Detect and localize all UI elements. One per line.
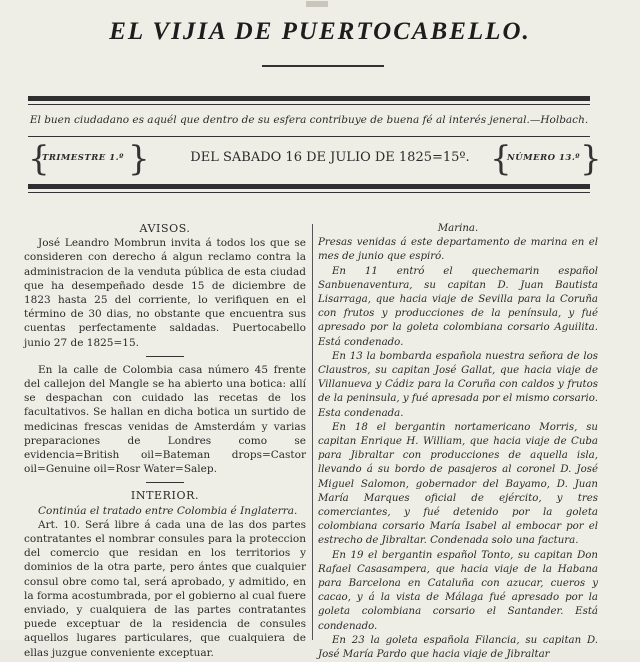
- column-divider: [312, 224, 313, 640]
- motto: El buen ciudadano es aquél que dentro de su esfera contribuye de buena fé al interés jeneral.—Holbach.: [29, 114, 589, 126]
- marina-heading: Marina.: [437, 223, 479, 234]
- header-rule-top: [28, 96, 590, 101]
- prize-entry: En 13 la bombarda española nuestra señora de los Claustros, su capitan José Gallat, que hacia viaje de Villanueva y Cádiz para la Coruña con caldos y frutos de la peninsula, y fué apresada por el mismo corsario. Esta condenada.: [318, 350, 598, 419]
- masthead-title: EL VIJIA DE PUERTOCABELLO.: [109, 18, 531, 45]
- marina-intro: Presas venidas á este departamento de marina en el mes de junio que espiró.: [318, 237, 598, 263]
- interior-heading: INTERIOR.: [130, 489, 200, 503]
- avisos-heading: AVISOS.: [139, 222, 191, 235]
- right-brace-close: }: [580, 139, 602, 179]
- prize-entry: En 23 la goleta española Filancia, su capitan D. José María Pardo que hacia viaje de Jibraltar: [318, 634, 598, 661]
- prize-entry: En 11 entró el quechemarin español Sanbuenaventura, su capitan D. Juan Bautista Lisarraga, que hacia viaje de Sevilla para la Coruña con frutos y producciones de la península, y fué apresado por la goleta colombiana corsario Aguilita. Está condenado.: [318, 265, 598, 348]
- right-brace-open: {: [490, 139, 512, 179]
- interior-subheading: Continúa el tratado entre Colombia é Inglaterra.: [38, 504, 298, 517]
- prize-entry: En 19 el bergantin español Tonto, su capitan Don Rafael Casasampera, que hacia viaje de la Habana para Barcelona en Cataluña con azucar, cueros y cacao, y á la vista de Málaga fué apresado por la goleta colombiana corsario el Santander. Está condenado.: [318, 549, 598, 632]
- numero-label: NÚMERO 13.º: [507, 153, 581, 163]
- page-number-mark: [292, 0, 342, 8]
- left-brace-open: {: [28, 139, 50, 179]
- left-brace-close: }: [128, 139, 150, 179]
- motto-rule: [28, 136, 590, 137]
- treaty-article: Art. 10. Será libre á cada una de las dos partes contratantes el nombrar consules para la proteccion del comercio que residan en los territorios y dominios de la otra parte, pero ántes que cualquier consul obre como tal, será aprobado, y admitido, en la forma acostumbrada, por el gobierno al cual fuere enviado, y cualquiera de las partes contratantes puede exceptuar de la residencia de consules aquellos lugares particulares, que cualquiera de ellas juzgue conveniente exceptuar.: [24, 518, 306, 659]
- issue-dateline: DEL SABADO 16 DE JULIO DE 1825=15º.: [190, 150, 470, 165]
- masthead-ornament: [262, 64, 384, 68]
- left-column: [24, 222, 306, 660]
- prize-entry: En 18 el bergantin nortamericano Morris, su capitan Enrique H. William, que hacia viaje de Cuba para Jibraltar con producciones de aquella isla, llevando á su bordo de pasajeros al coronel D. José Miguel Salomon, gobernador del Bayamo, D. Juan María Marques oficial de ejército, y tres comerciantes, y fué detenido por la goleta colombiana corsario María Isabel al embocar por el estrecho de Jibraltar. Condenada solo una factura.: [318, 421, 598, 547]
- header-rule-bottom-thin: [28, 192, 590, 193]
- header-rule-bottom: [28, 184, 590, 189]
- trimestre-label: TRIMESTRE 1.º: [42, 153, 124, 163]
- section-separator: [146, 482, 184, 483]
- right-column: [318, 222, 598, 662]
- aviso-separator: [146, 356, 184, 357]
- aviso-mombrun: José Leandro Mombrun invita á todos los que se consideren con derecho á algun reclamo contra la administracion de la venduta pública de esta ciudad que ha desempeñado desde 15 de diciembre de 1823 hasta 25 del corriente, lo verifiquen en el término de 30 dias, no obstante que encuentra sus cuentas perfectamente saldadas. Puertocabello junio 27 de 1825=15.: [24, 237, 306, 349]
- aviso-botica: En la calle de Colombia casa número 45 frente del callejon del Mangle se ha abierto una botica: allí se despachan con cuidado las recetas de los facultativos. Se hallan en dicha botica un surtido de medicinas frescas venidas de Amsterdám y varias preparaciones de Londres como se evidencia=British oil=Bateman drops=Castor oil=Genuine oil=Rosr Water=Salep.: [24, 363, 306, 476]
- header-rule-top-thin: [28, 104, 590, 105]
